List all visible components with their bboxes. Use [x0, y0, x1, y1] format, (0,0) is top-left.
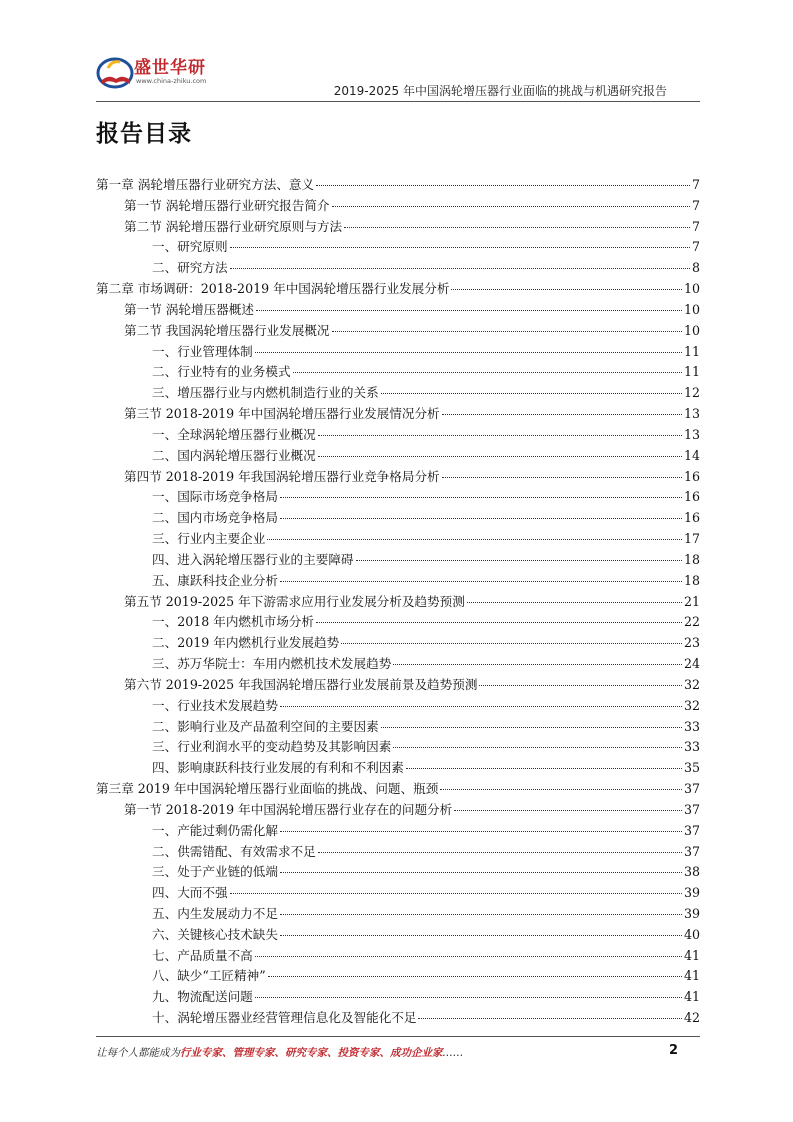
toc-entry-label: 二、2019 年内燃机行业发展趋势 [152, 635, 340, 651]
toc-leader-dots [255, 351, 682, 353]
book-logo-icon [96, 54, 136, 90]
toc-entry[interactable] [96, 196, 700, 217]
toc-entry-page: 41 [683, 968, 700, 984]
page-number: 2 [668, 1043, 678, 1058]
toc-entry-page: 11 [683, 343, 700, 359]
toc-entry[interactable] [96, 800, 700, 821]
toc-entry[interactable] [96, 946, 700, 967]
toc-entry[interactable] [96, 550, 700, 571]
toc-entry[interactable] [96, 925, 700, 946]
toc-leader-dots [381, 726, 682, 728]
toc-entry-page: 35 [683, 760, 700, 776]
toc-entry-label: 三、行业内主要企业 [152, 531, 266, 547]
toc-entry[interactable] [96, 717, 700, 738]
toc-entry-label: 四、大而不强 [152, 885, 228, 901]
toc-entry[interactable] [96, 966, 700, 987]
toc-leader-dots [406, 767, 682, 769]
toc-entry-label: 第二节 涡轮增压器行业研究原则与方法 [124, 218, 343, 234]
table-of-contents [96, 175, 700, 1029]
toc-entry-page: 7 [691, 239, 700, 255]
footer-slogan-prefix: 让每个人都能成为 [96, 1047, 180, 1059]
toc-entry-page: 11 [683, 364, 700, 380]
toc-entry-page: 7 [691, 177, 700, 192]
toc-leader-dots [393, 663, 682, 665]
toc-entry[interactable] [96, 758, 700, 779]
toc-entry-page: 22 [683, 614, 700, 630]
footer-slogan-highlight: 行业专家、管理专家、研究专家、投资专家、成功企业家 [180, 1047, 443, 1059]
toc-leader-dots [230, 267, 690, 269]
toc-entry-page: 39 [683, 905, 700, 921]
toc-leader-dots [280, 517, 682, 519]
toc-leader-dots [418, 1017, 682, 1019]
toc-entry[interactable] [96, 612, 700, 633]
toc-entry-page: 18 [683, 551, 700, 567]
toc-entry[interactable] [96, 862, 700, 883]
toc-entry[interactable] [96, 237, 700, 258]
toc-entry[interactable] [96, 633, 700, 654]
toc-leader-dots [451, 288, 682, 290]
toc-entry-label: 第三章 2019 年中国涡轮增压器行业面临的挑战、问题、瓶颈 [96, 781, 439, 797]
toc-leader-dots [316, 184, 690, 186]
toc-entry-label: 第一节 2018-2019 年中国涡轮增压器行业存在的问题分析 [124, 801, 453, 817]
toc-entry-page: 24 [683, 656, 700, 672]
toc-entry[interactable] [96, 362, 700, 383]
toc-entry-label: 七、产品质量不高 [152, 947, 253, 963]
toc-leader-dots [280, 580, 682, 582]
toc-leader-dots [318, 851, 682, 853]
toc-entry-label: 第一章 涡轮增压器行业研究方法、意义 [96, 177, 315, 192]
toc-leader-dots [393, 746, 682, 748]
toc-entry[interactable] [96, 571, 700, 592]
toc-entry-page: 7 [691, 197, 700, 213]
toc-leader-dots [442, 476, 682, 478]
toc-entry-page: 17 [683, 531, 700, 547]
toc-entry-label: 第二章 市场调研：2018-2019 年中国涡轮增压器行业发展分析 [96, 281, 450, 297]
toc-leader-dots [255, 996, 682, 998]
toc-leader-dots [280, 934, 682, 936]
toc-leader-dots [332, 205, 690, 207]
toc-entry[interactable] [96, 446, 700, 467]
toc-entry[interactable] [96, 217, 700, 238]
toc-entry[interactable] [96, 821, 700, 842]
toc-entry[interactable] [96, 779, 700, 800]
footer-slogan [96, 1045, 464, 1060]
toc-entry-page: 32 [683, 697, 700, 713]
toc-entry-label: 二、国内市场竞争格局 [152, 510, 278, 526]
toc-entry-page: 37 [683, 843, 700, 859]
toc-entry-page: 41 [683, 989, 700, 1005]
footer-divider [96, 1036, 700, 1037]
toc-entry-label: 第二节 我国涡轮增压器行业发展概况 [124, 322, 330, 338]
toc-leader-dots [316, 621, 682, 623]
toc-entry[interactable] [96, 1008, 700, 1029]
toc-entry-label: 一、行业管理体制 [152, 343, 253, 359]
toc-entry-page: 38 [683, 864, 700, 880]
toc-leader-dots [280, 496, 682, 498]
toc-entry[interactable] [96, 487, 700, 508]
toc-entry-page: 10 [683, 301, 700, 317]
toc-entry-label: 一、2018 年内燃机市场分析 [152, 614, 314, 630]
toc-entry[interactable] [96, 258, 700, 279]
toc-leader-dots [318, 434, 682, 436]
toc-leader-dots [454, 809, 682, 811]
toc-leader-dots [256, 309, 682, 311]
toc-leader-dots [467, 601, 682, 603]
toc-entry[interactable] [96, 175, 700, 196]
toc-entry-label: 六、关键核心技术缺失 [152, 926, 278, 942]
toc-entry-page: 10 [683, 322, 700, 338]
toc-leader-dots [381, 392, 682, 394]
toc-entry-page: 16 [683, 489, 700, 505]
toc-entry[interactable] [96, 404, 700, 425]
toc-entry[interactable] [96, 654, 700, 675]
toc-entry[interactable] [96, 675, 700, 696]
logo-name: 盛世华研 [134, 58, 206, 78]
toc-entry[interactable] [96, 383, 700, 404]
toc-leader-dots [268, 975, 682, 977]
toc-leader-dots [442, 413, 682, 415]
toc-entry[interactable] [96, 696, 700, 717]
toc-entry[interactable] [96, 529, 700, 550]
toc-entry-page: 7 [691, 218, 700, 234]
toc-entry-page: 13 [683, 426, 700, 442]
toc-entry-page: 33 [683, 718, 700, 734]
toc-entry[interactable] [96, 883, 700, 904]
toc-entry-label: 一、研究原则 [152, 239, 228, 255]
toc-leader-dots [280, 705, 682, 707]
toc-entry[interactable] [96, 904, 700, 925]
toc-entry[interactable] [96, 987, 700, 1008]
toc-entry-page: 8 [691, 260, 700, 276]
toc-entry-label: 五、康跃科技企业分析 [152, 572, 278, 588]
toc-entry-page: 37 [683, 781, 700, 797]
toc-entry-label: 第一节 涡轮增压器行业研究报告简介 [124, 197, 330, 213]
toc-entry-label: 二、行业特有的业务模式 [152, 364, 291, 380]
toc-entry-page: 16 [683, 468, 700, 484]
toc-entry-label: 一、产能过剩仍需化解 [152, 822, 278, 838]
toc-entry-page: 40 [683, 926, 700, 942]
toc-entry-page: 33 [683, 739, 700, 755]
toc-entry-label: 一、国际市场竞争格局 [152, 489, 278, 505]
toc-entry[interactable] [96, 842, 700, 863]
toc-leader-dots [255, 955, 682, 957]
toc-leader-dots [230, 246, 690, 248]
toc-entry-label: 五、内生发展动力不足 [152, 905, 278, 921]
toc-leader-dots [479, 684, 682, 686]
toc-entry-label: 三、行业利润水平的变动趋势及其影响因素 [152, 739, 392, 755]
toc-entry-label: 二、影响行业及产品盈利空间的主要因素 [152, 718, 379, 734]
toc-entry-page: 32 [683, 676, 700, 692]
header-divider [96, 101, 700, 102]
toc-entry-page: 13 [683, 406, 700, 422]
toc-leader-dots [293, 371, 682, 373]
toc-entry[interactable] [96, 279, 700, 300]
toc-entry-label: 第一节 涡轮增压器概述 [124, 301, 254, 317]
toc-entry-page: 37 [683, 801, 700, 817]
toc-leader-dots [318, 455, 682, 457]
toc-entry-page: 39 [683, 885, 700, 901]
toc-entry[interactable] [96, 467, 700, 488]
page-header [0, 0, 793, 110]
toc-entry[interactable] [96, 300, 700, 321]
toc-entry-label: 四、进入涡轮增压器行业的主要障碍 [152, 551, 354, 567]
toc-entry[interactable] [96, 425, 700, 446]
toc-entry-label: 八、缺少“工匠精神” [152, 968, 266, 984]
footer-slogan-suffix: …… [442, 1047, 464, 1059]
toc-entry[interactable] [96, 737, 700, 758]
toc-leader-dots [344, 226, 690, 228]
toc-entry[interactable] [96, 342, 700, 363]
toc-leader-dots [332, 330, 682, 332]
toc-entry-page: 23 [683, 635, 700, 651]
toc-leader-dots [267, 538, 682, 540]
toc-entry-label: 二、供需错配、有效需求不足 [152, 843, 316, 859]
page-title: 报告目录 [96, 121, 192, 147]
toc-entry-page: 21 [683, 593, 700, 609]
report-title: 2019-2025 年中国涡轮增压器行业面临的挑战与机遇研究报告 [333, 84, 667, 98]
toc-entry-page: 16 [683, 510, 700, 526]
toc-entry-page: 41 [683, 947, 700, 963]
toc-entry-label: 第三节 2018-2019 年中国涡轮增压器行业发展情况分析 [124, 406, 440, 422]
toc-entry[interactable] [96, 321, 700, 342]
toc-entry-label: 三、苏万华院士：车用内燃机技术发展趋势 [152, 656, 392, 672]
toc-entry-page: 10 [683, 281, 700, 297]
toc-entry-page: 37 [683, 822, 700, 838]
toc-entry-label: 一、行业技术发展趋势 [152, 697, 278, 713]
toc-entry-label: 第六节 2019-2025 年我国涡轮增压器行业发展前景及趋势预测 [124, 676, 478, 692]
toc-leader-dots [280, 871, 682, 873]
company-logo [96, 50, 256, 96]
toc-entry-label: 三、增压器行业与内燃机制造行业的关系 [152, 385, 379, 401]
toc-leader-dots [280, 913, 682, 915]
toc-entry-page: 18 [683, 572, 700, 588]
toc-entry-page: 14 [683, 447, 700, 463]
logo-url: www.china-zhiku.com [136, 77, 207, 85]
toc-leader-dots [230, 892, 682, 894]
toc-leader-dots [440, 788, 682, 790]
toc-leader-dots [356, 559, 682, 561]
toc-entry-label: 四、影响康跃科技行业发展的有利和不利因素 [152, 760, 404, 776]
toc-entry-label: 二、研究方法 [152, 260, 228, 276]
toc-entry-page: 12 [683, 385, 700, 401]
toc-entry-label: 第四节 2018-2019 年我国涡轮增压器行业竞争格局分析 [124, 468, 440, 484]
toc-entry-label: 三、处于产业链的低端 [152, 864, 278, 880]
toc-entry-page: 42 [683, 1010, 700, 1026]
toc-entry-label: 十、涡轮增压器业经营管理信息化及智能化不足 [152, 1010, 417, 1026]
toc-entry-label: 九、物流配送问题 [152, 989, 253, 1005]
toc-entry-label: 一、全球涡轮增压器行业概况 [152, 426, 316, 442]
toc-leader-dots [341, 642, 682, 644]
toc-entry[interactable] [96, 508, 700, 529]
toc-leader-dots [280, 830, 682, 832]
toc-entry-label: 二、国内涡轮增压器行业概况 [152, 447, 316, 463]
toc-entry[interactable] [96, 592, 700, 613]
toc-entry-label: 第五节 2019-2025 年下游需求应用行业发展分析及趋势预测 [124, 593, 465, 609]
